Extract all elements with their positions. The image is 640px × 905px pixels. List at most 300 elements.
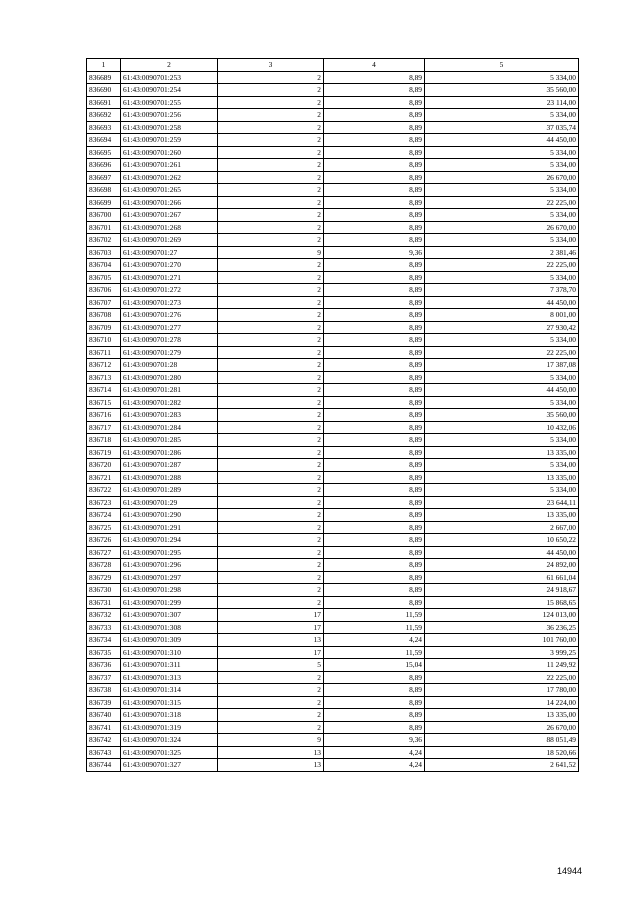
table-cell-col-5: 23 114,00 (425, 96, 579, 109)
table-row (87, 571, 579, 584)
table-row (87, 271, 579, 284)
table-cell-col-1: 836708 (87, 309, 121, 322)
table-row (87, 71, 579, 84)
table-cell-col-3: 2 (218, 534, 324, 547)
table-cell-col-5: 5 334,00 (425, 159, 579, 172)
table-cell-col-4: 8,89 (324, 234, 425, 247)
table-cell-col-4: 8,89 (324, 196, 425, 209)
table-cell-col-5: 22 225,00 (425, 671, 579, 684)
table-cell-col-1: 836695 (87, 146, 121, 159)
table-cell-col-4: 8,89 (324, 596, 425, 609)
table-cell-col-5: 10 432,06 (425, 421, 579, 434)
table-cell-col-4: 8,89 (324, 96, 425, 109)
table-cell-col-2: 61:43:0090701:311 (121, 659, 218, 672)
table-cell-col-5: 18 520,66 (425, 746, 579, 759)
table-cell-col-3: 2 (218, 709, 324, 722)
table-cell-col-5: 35 560,00 (425, 409, 579, 422)
table-cell-col-5: 7 378,70 (425, 284, 579, 297)
table-cell-col-1: 836699 (87, 196, 121, 209)
table-cell-col-1: 836732 (87, 609, 121, 622)
table-cell-col-2: 61:43:0090701:269 (121, 234, 218, 247)
table-cell-col-1: 836741 (87, 721, 121, 734)
table-cell-col-1: 836701 (87, 221, 121, 234)
table-cell-col-3: 2 (218, 284, 324, 297)
table-cell-col-1: 836743 (87, 746, 121, 759)
table-cell-col-5: 17 780,00 (425, 684, 579, 697)
table-cell-col-2: 61:43:0090701:282 (121, 396, 218, 409)
table-cell-col-5: 5 334,00 (425, 109, 579, 122)
table-row (87, 446, 579, 459)
table-cell-col-5: 36 236,25 (425, 621, 579, 634)
table-row (87, 609, 579, 622)
table-cell-col-1: 836738 (87, 684, 121, 697)
table-cell-col-4: 8,89 (324, 434, 425, 447)
table-cell-col-4: 8,89 (324, 509, 425, 522)
table-row (87, 384, 579, 397)
table-cell-col-1: 836690 (87, 84, 121, 97)
table-cell-col-3: 2 (218, 309, 324, 322)
table-cell-col-3: 2 (218, 484, 324, 497)
table-cell-col-4: 8,89 (324, 534, 425, 547)
table-cell-col-4: 8,89 (324, 209, 425, 222)
table-cell-col-2: 61:43:0090701:288 (121, 471, 218, 484)
table-cell-col-4: 8,89 (324, 409, 425, 422)
table-cell-col-1: 836700 (87, 209, 121, 222)
table-row (87, 746, 579, 759)
column-header-3: 3 (218, 59, 324, 72)
table-cell-col-5: 13 335,00 (425, 709, 579, 722)
table-cell-col-4: 8,89 (324, 146, 425, 159)
table-cell-col-4: 8,89 (324, 559, 425, 572)
table-cell-col-5: 61 661,04 (425, 571, 579, 584)
table-cell-col-5: 5 334,00 (425, 396, 579, 409)
table-row (87, 334, 579, 347)
table-cell-col-3: 2 (218, 109, 324, 122)
table-cell-col-2: 61:43:0090701:307 (121, 609, 218, 622)
table-cell-col-4: 8,89 (324, 546, 425, 559)
table-cell-col-3: 2 (218, 459, 324, 472)
table-cell-col-1: 836722 (87, 484, 121, 497)
table-cell-col-1: 836710 (87, 334, 121, 347)
table-cell-col-3: 2 (218, 121, 324, 134)
table-cell-col-2: 61:43:0090701:279 (121, 346, 218, 359)
table-row (87, 509, 579, 522)
table-row (87, 359, 579, 372)
table-row (87, 734, 579, 747)
table-cell-col-3: 9 (218, 734, 324, 747)
column-header-5: 5 (425, 59, 579, 72)
table-cell-col-4: 8,89 (324, 371, 425, 384)
table-cell-col-3: 2 (218, 184, 324, 197)
table-cell-col-3: 2 (218, 471, 324, 484)
table-cell-col-5: 5 334,00 (425, 434, 579, 447)
table-cell-col-2: 61:43:0090701:280 (121, 371, 218, 384)
table-row (87, 259, 579, 272)
table-cell-col-5: 23 644,11 (425, 496, 579, 509)
table-cell-col-1: 836744 (87, 759, 121, 772)
table-cell-col-4: 8,89 (324, 384, 425, 397)
table-row (87, 346, 579, 359)
table-cell-col-1: 836728 (87, 559, 121, 572)
table-cell-col-1: 836691 (87, 96, 121, 109)
table-cell-col-5: 124 013,00 (425, 609, 579, 622)
table-cell-col-2: 61:43:0090701:289 (121, 484, 218, 497)
table-cell-col-4: 4,24 (324, 759, 425, 772)
table-row (87, 521, 579, 534)
table-cell-col-1: 836705 (87, 271, 121, 284)
table-cell-col-4: 8,89 (324, 571, 425, 584)
table-cell-col-1: 836689 (87, 71, 121, 84)
table-cell-col-5: 44 450,00 (425, 546, 579, 559)
table-cell-col-2: 61:43:0090701:276 (121, 309, 218, 322)
table-cell-col-4: 15,04 (324, 659, 425, 672)
table-cell-col-3: 2 (218, 684, 324, 697)
table-cell-col-2: 61:43:0090701:270 (121, 259, 218, 272)
table-cell-col-5: 14 224,00 (425, 696, 579, 709)
table-cell-col-2: 61:43:0090701:285 (121, 434, 218, 447)
table-cell-col-5: 22 225,00 (425, 259, 579, 272)
table-cell-col-2: 61:43:0090701:284 (121, 421, 218, 434)
table-cell-col-3: 2 (218, 571, 324, 584)
table-cell-col-5: 15 868,65 (425, 596, 579, 609)
table-cell-col-4: 11,59 (324, 609, 425, 622)
table-cell-col-5: 26 670,00 (425, 221, 579, 234)
table-cell-col-1: 836723 (87, 496, 121, 509)
table-cell-col-3: 2 (218, 134, 324, 147)
table-cell-col-4: 8,89 (324, 109, 425, 122)
table-cell-col-4: 8,89 (324, 521, 425, 534)
table-row (87, 759, 579, 772)
table-cell-col-5: 5 334,00 (425, 371, 579, 384)
table-cell-col-3: 2 (218, 271, 324, 284)
table-cell-col-5: 27 930,42 (425, 321, 579, 334)
table-cell-col-1: 836731 (87, 596, 121, 609)
table-body (87, 71, 579, 771)
table-cell-col-4: 9,36 (324, 734, 425, 747)
table-cell-col-1: 836742 (87, 734, 121, 747)
table-row (87, 421, 579, 434)
table-cell-col-2: 61:43:0090701:273 (121, 296, 218, 309)
table-row (87, 84, 579, 97)
table-cell-col-4: 8,89 (324, 709, 425, 722)
table-cell-col-4: 8,89 (324, 159, 425, 172)
table-row (87, 184, 579, 197)
table-cell-col-2: 61:43:0090701:256 (121, 109, 218, 122)
table-row (87, 209, 579, 222)
table-cell-col-2: 61:43:0090701:286 (121, 446, 218, 459)
table-cell-col-3: 5 (218, 659, 324, 672)
table-cell-col-4: 8,89 (324, 71, 425, 84)
table-cell-col-4: 8,89 (324, 84, 425, 97)
table-cell-col-5: 22 225,00 (425, 196, 579, 209)
table-cell-col-5: 26 670,00 (425, 721, 579, 734)
table-cell-col-1: 836724 (87, 509, 121, 522)
table-row (87, 584, 579, 597)
column-header-1: 1 (87, 59, 121, 72)
table-cell-col-5: 13 335,00 (425, 509, 579, 522)
table-cell-col-4: 8,89 (324, 121, 425, 134)
table-row (87, 684, 579, 697)
table-cell-col-1: 836712 (87, 359, 121, 372)
table-cell-col-1: 836709 (87, 321, 121, 334)
table-cell-col-5: 13 335,00 (425, 446, 579, 459)
table-cell-col-2: 61:43:0090701:271 (121, 271, 218, 284)
table-cell-col-4: 8,89 (324, 309, 425, 322)
table-cell-col-5: 5 334,00 (425, 271, 579, 284)
table-row (87, 309, 579, 322)
table-cell-col-2: 61:43:0090701:299 (121, 596, 218, 609)
table-row (87, 134, 579, 147)
table-cell-col-4: 4,24 (324, 634, 425, 647)
table-cell-col-1: 836719 (87, 446, 121, 459)
table-cell-col-5: 2 667,00 (425, 521, 579, 534)
table-cell-col-5: 5 334,00 (425, 71, 579, 84)
table-cell-col-3: 2 (218, 696, 324, 709)
table-row (87, 196, 579, 209)
table-row (87, 534, 579, 547)
header-row (87, 59, 579, 72)
table-cell-col-3: 2 (218, 546, 324, 559)
table-cell-col-1: 836734 (87, 634, 121, 647)
table-cell-col-4: 8,89 (324, 171, 425, 184)
table-cell-col-3: 2 (218, 346, 324, 359)
table-cell-col-2: 61:43:0090701:287 (121, 459, 218, 472)
table-cell-col-2: 61:43:0090701:298 (121, 584, 218, 597)
table-cell-col-2: 61:43:0090701:267 (121, 209, 218, 222)
table-cell-col-2: 61:43:0090701:260 (121, 146, 218, 159)
table-row (87, 434, 579, 447)
table-row (87, 459, 579, 472)
table-cell-col-4: 8,89 (324, 271, 425, 284)
table-cell-col-2: 61:43:0090701:254 (121, 84, 218, 97)
table-cell-col-1: 836736 (87, 659, 121, 672)
table-cell-col-2: 61:43:0090701:296 (121, 559, 218, 572)
table-cell-col-1: 836698 (87, 184, 121, 197)
table-row (87, 659, 579, 672)
table-cell-col-1: 836711 (87, 346, 121, 359)
table-cell-col-3: 2 (218, 371, 324, 384)
table-cell-col-2: 61:43:0090701:324 (121, 734, 218, 747)
table-cell-col-4: 9,36 (324, 246, 425, 259)
table-cell-col-2: 61:43:0090701:272 (121, 284, 218, 297)
table-cell-col-1: 836697 (87, 171, 121, 184)
table-cell-col-2: 61:43:0090701:29 (121, 496, 218, 509)
table-cell-col-3: 2 (218, 396, 324, 409)
table-cell-col-1: 836715 (87, 396, 121, 409)
table-cell-col-2: 61:43:0090701:255 (121, 96, 218, 109)
table-cell-col-5: 5 334,00 (425, 484, 579, 497)
table-cell-col-1: 836739 (87, 696, 121, 709)
table-cell-col-4: 8,89 (324, 496, 425, 509)
table-cell-col-5: 17 387,08 (425, 359, 579, 372)
table-cell-col-3: 2 (218, 146, 324, 159)
table-cell-col-3: 13 (218, 759, 324, 772)
table-cell-col-3: 2 (218, 84, 324, 97)
table-row (87, 696, 579, 709)
table-cell-col-4: 11,59 (324, 646, 425, 659)
table-cell-col-2: 61:43:0090701:259 (121, 134, 218, 147)
table-cell-col-5: 8 001,00 (425, 309, 579, 322)
table-cell-col-3: 17 (218, 646, 324, 659)
table-row (87, 709, 579, 722)
table-cell-col-5: 5 334,00 (425, 234, 579, 247)
table-cell-col-3: 2 (218, 584, 324, 597)
table-cell-col-3: 2 (218, 509, 324, 522)
table-cell-col-4: 8,89 (324, 346, 425, 359)
table-cell-col-4: 8,89 (324, 284, 425, 297)
table-cell-col-5: 37 035,74 (425, 121, 579, 134)
table-cell-col-2: 61:43:0090701:313 (121, 671, 218, 684)
table-cell-col-3: 9 (218, 246, 324, 259)
table-cell-col-2: 61:43:0090701:314 (121, 684, 218, 697)
table-row (87, 296, 579, 309)
table-row (87, 321, 579, 334)
table-row (87, 171, 579, 184)
table-cell-col-2: 61:43:0090701:278 (121, 334, 218, 347)
table-cell-col-2: 61:43:0090701:297 (121, 571, 218, 584)
table-row (87, 159, 579, 172)
page-number: 14944 (557, 866, 583, 876)
column-header-4: 4 (324, 59, 425, 72)
table-cell-col-5: 2 381,46 (425, 246, 579, 259)
table-cell-col-1: 836725 (87, 521, 121, 534)
table-row (87, 396, 579, 409)
table-cell-col-3: 2 (218, 671, 324, 684)
table-cell-col-1: 836733 (87, 621, 121, 634)
table-cell-col-2: 61:43:0090701:277 (121, 321, 218, 334)
table-cell-col-4: 8,89 (324, 696, 425, 709)
table-row (87, 646, 579, 659)
table-cell-col-5: 26 670,00 (425, 171, 579, 184)
table-cell-col-4: 8,89 (324, 471, 425, 484)
table-cell-col-3: 2 (218, 721, 324, 734)
table-cell-col-3: 2 (218, 96, 324, 109)
table-cell-col-2: 61:43:0090701:28 (121, 359, 218, 372)
table-row (87, 596, 579, 609)
table-cell-col-5: 44 450,00 (425, 134, 579, 147)
table-cell-col-5: 5 334,00 (425, 209, 579, 222)
table-cell-col-5: 10 650,22 (425, 534, 579, 547)
table-cell-col-4: 11,59 (324, 621, 425, 634)
table-cell-col-4: 8,89 (324, 446, 425, 459)
table-row (87, 146, 579, 159)
table-cell-col-3: 2 (218, 521, 324, 534)
table-cell-col-2: 61:43:0090701:281 (121, 384, 218, 397)
register-table (86, 58, 579, 772)
table-cell-col-2: 61:43:0090701:294 (121, 534, 218, 547)
table-row (87, 121, 579, 134)
table-cell-col-2: 61:43:0090701:309 (121, 634, 218, 647)
table-cell-col-5: 88 051,49 (425, 734, 579, 747)
table-cell-col-3: 2 (218, 496, 324, 509)
table-row (87, 471, 579, 484)
table-cell-col-2: 61:43:0090701:27 (121, 246, 218, 259)
table-cell-col-2: 61:43:0090701:290 (121, 509, 218, 522)
table-row (87, 284, 579, 297)
table-cell-col-4: 8,89 (324, 184, 425, 197)
table-row (87, 221, 579, 234)
table-row (87, 546, 579, 559)
table-cell-col-1: 836718 (87, 434, 121, 447)
table-cell-col-4: 8,89 (324, 721, 425, 734)
table-cell-col-1: 836737 (87, 671, 121, 684)
table-cell-col-1: 836730 (87, 584, 121, 597)
table-cell-col-3: 2 (218, 221, 324, 234)
table-cell-col-1: 836702 (87, 234, 121, 247)
table-cell-col-2: 61:43:0090701:310 (121, 646, 218, 659)
table-cell-col-3: 2 (218, 71, 324, 84)
table-row (87, 559, 579, 572)
table-cell-col-3: 2 (218, 159, 324, 172)
table-cell-col-3: 2 (218, 171, 324, 184)
table-cell-col-4: 4,24 (324, 746, 425, 759)
table-cell-col-2: 61:43:0090701:308 (121, 621, 218, 634)
table-cell-col-3: 2 (218, 296, 324, 309)
table-cell-col-5: 5 334,00 (425, 184, 579, 197)
table-cell-col-4: 8,89 (324, 134, 425, 147)
table-row (87, 96, 579, 109)
table-cell-col-1: 836717 (87, 421, 121, 434)
table-cell-col-3: 13 (218, 634, 324, 647)
table-row (87, 371, 579, 384)
table-cell-col-4: 8,89 (324, 671, 425, 684)
table-cell-col-3: 2 (218, 421, 324, 434)
table-cell-col-2: 61:43:0090701:253 (121, 71, 218, 84)
table-cell-col-3: 17 (218, 621, 324, 634)
table-cell-col-3: 2 (218, 446, 324, 459)
table-cell-col-4: 8,89 (324, 321, 425, 334)
table-cell-col-3: 2 (218, 234, 324, 247)
table-cell-col-4: 8,89 (324, 684, 425, 697)
table-cell-col-2: 61:43:0090701:315 (121, 696, 218, 709)
table-cell-col-2: 61:43:0090701:261 (121, 159, 218, 172)
table-cell-col-1: 836692 (87, 109, 121, 122)
table-cell-col-2: 61:43:0090701:319 (121, 721, 218, 734)
table-row (87, 246, 579, 259)
table-cell-col-3: 2 (218, 559, 324, 572)
table-cell-col-2: 61:43:0090701:318 (121, 709, 218, 722)
table-cell-col-3: 2 (218, 321, 324, 334)
table-cell-col-2: 61:43:0090701:262 (121, 171, 218, 184)
table-cell-col-2: 61:43:0090701:327 (121, 759, 218, 772)
table-cell-col-3: 2 (218, 196, 324, 209)
table-cell-col-4: 8,89 (324, 396, 425, 409)
table-cell-col-5: 2 641,52 (425, 759, 579, 772)
table-cell-col-1: 836696 (87, 159, 121, 172)
table-cell-col-1: 836727 (87, 546, 121, 559)
table-cell-col-1: 836716 (87, 409, 121, 422)
table-cell-col-5: 11 249,92 (425, 659, 579, 672)
table-cell-col-3: 2 (218, 409, 324, 422)
column-header-2: 2 (121, 59, 218, 72)
table-cell-col-1: 836706 (87, 284, 121, 297)
table-cell-col-3: 2 (218, 334, 324, 347)
table-cell-col-1: 836721 (87, 471, 121, 484)
table-row (87, 234, 579, 247)
table-row (87, 721, 579, 734)
table-cell-col-4: 8,89 (324, 584, 425, 597)
table-cell-col-4: 8,89 (324, 421, 425, 434)
table-cell-col-2: 61:43:0090701:258 (121, 121, 218, 134)
table-row (87, 671, 579, 684)
table-row (87, 496, 579, 509)
table-cell-col-3: 2 (218, 434, 324, 447)
table-cell-col-1: 836726 (87, 534, 121, 547)
table-cell-col-3: 17 (218, 609, 324, 622)
table-cell-col-3: 2 (218, 259, 324, 272)
table-cell-col-1: 836703 (87, 246, 121, 259)
table-cell-col-2: 61:43:0090701:295 (121, 546, 218, 559)
